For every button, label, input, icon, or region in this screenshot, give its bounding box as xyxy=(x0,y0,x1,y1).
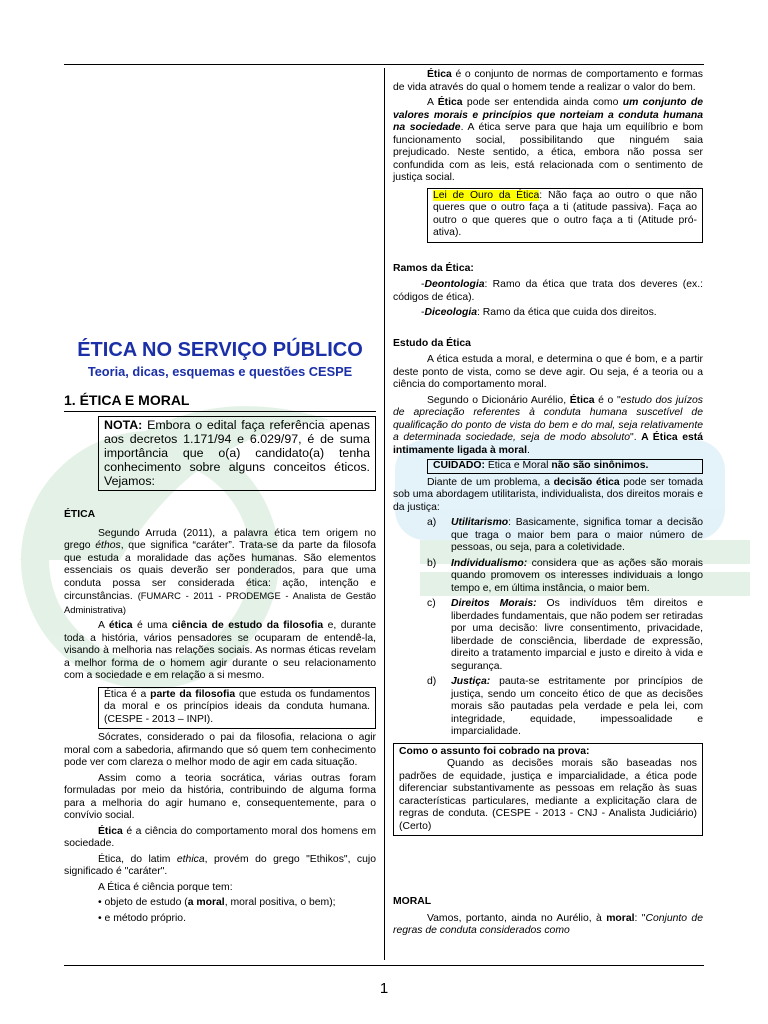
bullet-objeto: • objeto de estudo (a moral, moral positiva, o bem); xyxy=(98,897,336,908)
cespe-box: Ética é a parte da filosofia que estuda os fundamentos da moral e os princípios ideais da conduta humana. (CESPE - 2013 – INPI). xyxy=(98,687,376,730)
right-column xyxy=(393,69,703,938)
page-number: 1 xyxy=(379,980,389,997)
column-divider xyxy=(384,68,385,960)
cuidado-box: CUIDADO: Ética e Moral não são sinônimos. xyxy=(427,459,703,474)
etica-heading: ÉTICA xyxy=(64,509,96,520)
paragraph-latim: Ética, do latim ethica, provém do grego "Ethikos", cujo significado é "caráter". xyxy=(64,853,376,877)
note-text: Embora o edital faça referência apenas aos decretos 1.171/94 e 6.029/97, é de suma importância que o(a) candidato(a) tenha conhecimento sobre alguns conceitos éticos. Vejamos: xyxy=(104,418,370,488)
note-box xyxy=(98,416,376,491)
paragraph-decisao: Diante de um problema, a decisão ética pode ser tomada sob uma abordagem utilitarista, individualista, dos direitos morais e da justiça: xyxy=(393,476,703,513)
bottom-rule xyxy=(64,965,704,966)
list-item: d) Justiça: pauta-se estritamente por princípios de justiça, sendo um conceito ético de que as decisões morais são pautadas pela verdade e pela lei, com integridade, equidade, impessoalidade e imparcialidade. xyxy=(427,676,703,737)
paragraph-estuda-moral: A ética estuda a moral, e determina o que é bom, e a partir deste ponto de vista, como se deve agir. Ou seja, é a teoria ou a ciência do comportamento moral. xyxy=(393,354,703,390)
paragraph-ciencia: A ética é uma ciência de estudo da filosofia e, durante toda a história, vários pensadores se ocuparam de entendê-la, visando à melhoria nas relações sociais. As normas éticas revelam a melhor forma de o homem agir durante o seu relacionamento com a sociedade e em relação a si mesmo. xyxy=(64,620,376,681)
top-rule xyxy=(64,64,704,65)
section-heading: 1. ÉTICA E MORAL xyxy=(64,392,376,412)
ramos-heading: Ramos da Ética: xyxy=(393,262,474,274)
moral-heading: MORAL xyxy=(393,896,432,907)
decision-list xyxy=(427,517,703,739)
list-item: b) Individualismo: considera que as ações são morais quando promovem os interesses individuais a longo tempo e, em última instância, o maior bem. xyxy=(427,557,703,594)
exam-question-text: Quando as decisões morais são baseadas nos padrões de equidade, justiça e imparcialidade, a ética pode diferenciar substantivamente as pessoas em relação às suas características particulares, mediante a explicitação clara de regras de conduta. (CESPE - 2013 - CNJ - Analista Judiciário) (Certo) xyxy=(399,758,697,832)
paragraph-teoria: Assim como a teoria socrática, várias outras foram formuladas por meio da história, contribuindo de alguma forma para a melhoria do agir humano e, consequentemente, para o convívio social. xyxy=(64,772,376,821)
page-subtitle: Teoria, dicas, esquemas e questões CESPE xyxy=(87,364,353,379)
paragraph-socrates: Sócrates, considerado o pai da filosofia, relaciona o agir moral com a sabedoria, afirmando que só quem tem conhecimento pode ver com clareza o melhor modo de agir em cada situação. xyxy=(64,732,376,768)
list-item: c) Direitos Morais: Os indivíduos têm direitos e liberdades fundamentais, que não podem ser retiradas por uma decisão: livre consentimento, privacidade, liberdade de consciência, liberdade de expressão, direito a tratamento imparcial e justo e direito à vida e segurança. xyxy=(427,598,703,672)
paragraph-valores: A Ética pode ser entendida ainda como um conjunto de valores morais e princípios que norteiam a conduta humana na sociedade. A ética serve para que haja um equilíbrio e bom funcionamento social, possibilitando que ninguém saia prejudicado. Neste sentido, a ética, embora não possa ser confundida com as leis, está relacionada com o sentimento de justiça social. xyxy=(393,97,704,183)
page-title: ÉTICA NO SERVIÇO PÚBLICO xyxy=(77,339,363,361)
gold-rule-label: Lei de Ouro da Ética xyxy=(433,189,540,201)
bullet-metodo: • e método próprio. xyxy=(98,912,186,924)
paragraph-ciencia-porque: A Ética é ciência porque tem: xyxy=(98,881,233,893)
ramo-deontologia: -Deontologia: Ramo da ética que trata dos deveres (ex.: códigos de ética). xyxy=(393,279,703,303)
exam-question-heading: Como o assunto foi cobrado na prova: xyxy=(399,745,590,757)
cuidado-label: CUIDADO: xyxy=(433,460,485,471)
left-column xyxy=(64,338,376,925)
note-label: NOTA: xyxy=(104,418,143,432)
list-item: a) Utilitarismo: Basicamente, significa tomar a decisão que traga o maior bem para o maior número de pessoas, ou seja, para a coletividade. xyxy=(427,517,703,553)
paragraph-aurelio: Segundo o Dicionário Aurélio, Ética é o "estudo dos juízos de apreciação referentes à conduta humana suscetível de qualificação do ponto de vista do bem e do mal, seja relativamente a determinada sociedade, seja de modo absoluto". A Ética está intimamente ligada à moral. xyxy=(393,394,703,456)
ramo-diceologia: -Diceologia: Ramo da ética que cuida dos direitos. xyxy=(421,307,657,318)
estudo-heading: Estudo da Ética xyxy=(393,337,471,349)
paragraph-moral: Vamos, portanto, ainda no Aurélio, à moral: "Conjunto de regras de conduta considerados como xyxy=(393,912,703,936)
paragraph-comportamento: Ética é a ciência do comportamento moral dos homens em sociedade. xyxy=(64,825,376,849)
paragraph-origem: Segundo Arruda (2011), a palavra ética tem origem no grego éthos, que significa “caráter”. Trata-se da parte da filosofa que estuda a moralidade das ações humanas. São elementos essenciais os quais deverão ser ponderados, para que uma conduta possa ser considerada ética: ação, intenção e circunstâncias. (FUMARC - 2011 - PRODEMGE - Analista de Gestão Administrativa) xyxy=(64,527,376,615)
paragraph-conjunto-normas: Ética é o conjunto de normas de comportamento e formas de vida através do qual o homem tende a realizar o valor do bem. xyxy=(393,69,703,93)
gold-rule-box: Lei de Ouro da Ética: Não faça ao outro o que não queres que o outro faça a ti (atitude passiva). Faça ao outro o que queres que o outro faça a ti (Atitude pró-ativa). xyxy=(427,188,703,243)
exam-question-box xyxy=(393,743,703,837)
